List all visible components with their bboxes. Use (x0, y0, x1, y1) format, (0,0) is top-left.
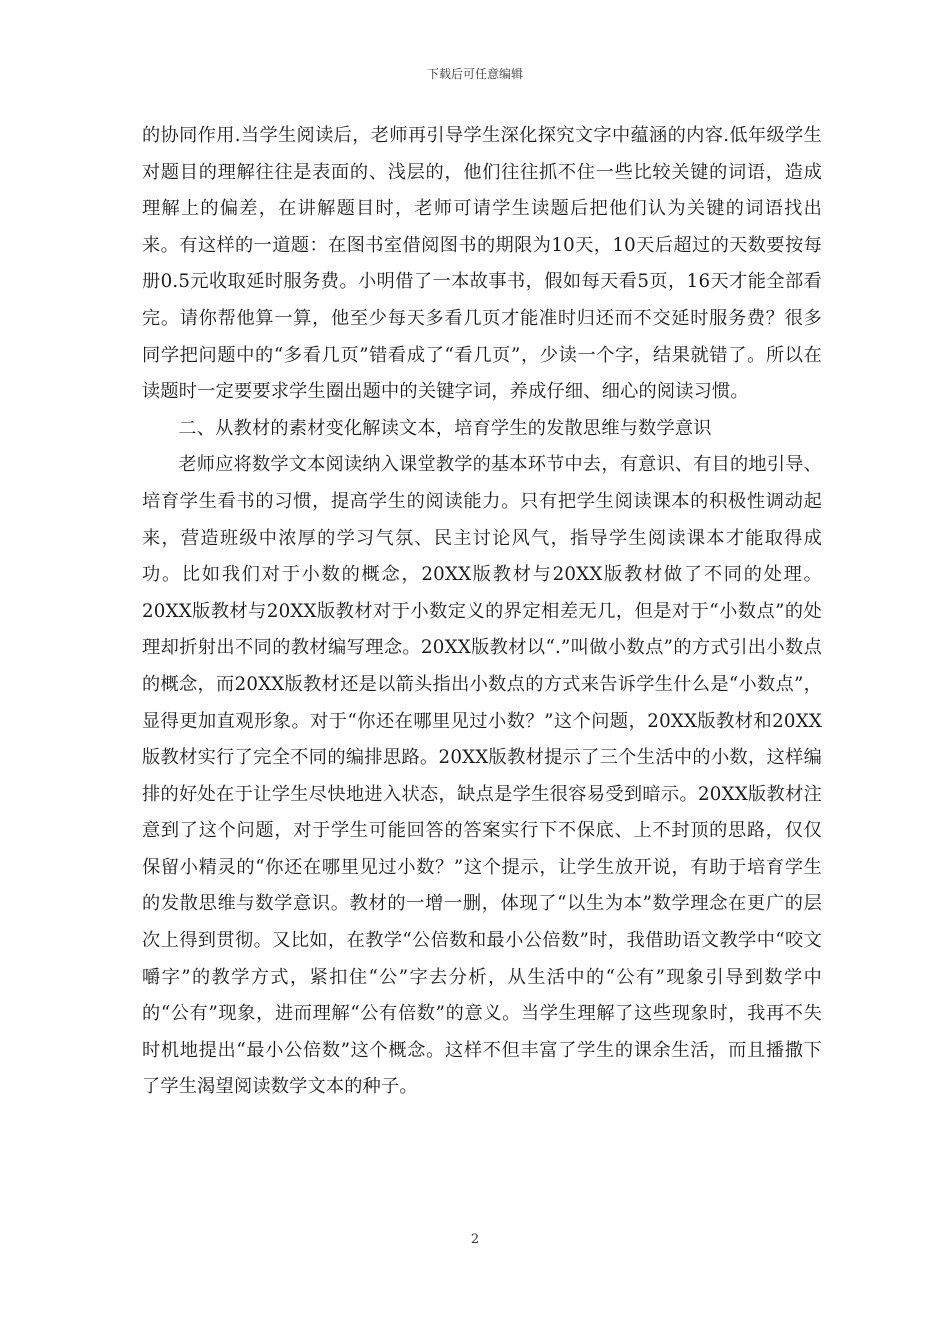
paragraph-continuation: 的协同作用.当学生阅读后，老师再引导学生深化探究文字中蕴涵的内容.低年级学生对题目的理解往往是表面的、浅层的，他们往往抓不住一些比较关键的词语，造成理解上的偏差，在讲解题目时，老师可请学生读题后把他们认为关键的词语找出来。有这样的一道题：在图书室借阅图书的期限为10天，10天后超过的天数要按每册0.5元收取延时服务费。小明借了一本故事书，假如每天看5页，16天才能全部看完。请你帮他算一算，他至少每天多看几页才能准时归还而不交延时服务费？很多同学把问题中的“多看几页”错看成了“看几页”，少读一个字，结果就错了。所以在读题时一定要要求学生圈出题中的关键字词，养成仔细、细心的阅读习惯。 (142, 125, 822, 403)
paragraph: 老师应将数学文本阅读纳入课堂教学的基本环节中去，有意识、有目的地引导、培育学生看书的习惯，提高学生的阅读能力。只有把学生阅读课本的积极性调动起来，营造班级中浓厚的学习气氛、民主讨论风气，指导学生阅读课本才能取得成功。比如我们对于小数的概念，20XX版教材与20XX版教材做了不同的处理。20XX版教材与20XX版教材对于小数定义的界定相差无几，但是对于“小数点”的处理却折射出不同的教材编写理念。20XX版教材以“.”叫做小数点”的方式引出小数点的概念，而20XX版教材还是以箭头指出小数点的方式来告诉学生什么是“小数点”，显得更加直观形象。对于“你还在哪里见过小数？”这个问题，20XX版教材和20XX版教材实行了完全不同的编排思路。20XX版教材提示了三个生活中的小数，这样编排的好处在于让学生尽快地进入状态，缺点是学生很容易受到暗示。20XX版教材注意到了这个问题，对于学生可能回答的答案实行下不保底、上不封顶的思路，仅仅保留小精灵的“你还在哪里见过小数？”这个提示，让学生放开说，有助于培育学生的发散思维与数学意识。教材的一增一删，体现了“以生为本”数学理念在更广的层次上得到贯彻。又比如，在教学“公倍数和最小公倍数”时，我借助语文教学中“咬文嚼字”的教学方式，紧扣住“公”字去分析，从生活中的“公有”现象引导到数学中的“公有”现象，进而理解“公有倍数”的意义。当学生理解了这些现象时，我再不失时机地提出“最小公倍数”这个概念。这样不但丰富了学生的课余生活，而且播撒下了学生渴望阅读数学文本的种子。 (142, 454, 822, 1098)
section-heading: 二、从教材的素材变化解读文本，培育学生的发散思维与数学意识 (178, 417, 712, 439)
page-number: 2 (470, 1232, 480, 1247)
page-header: 下载后可任意编辑 (426, 67, 523, 81)
document-body (142, 118, 822, 1106)
